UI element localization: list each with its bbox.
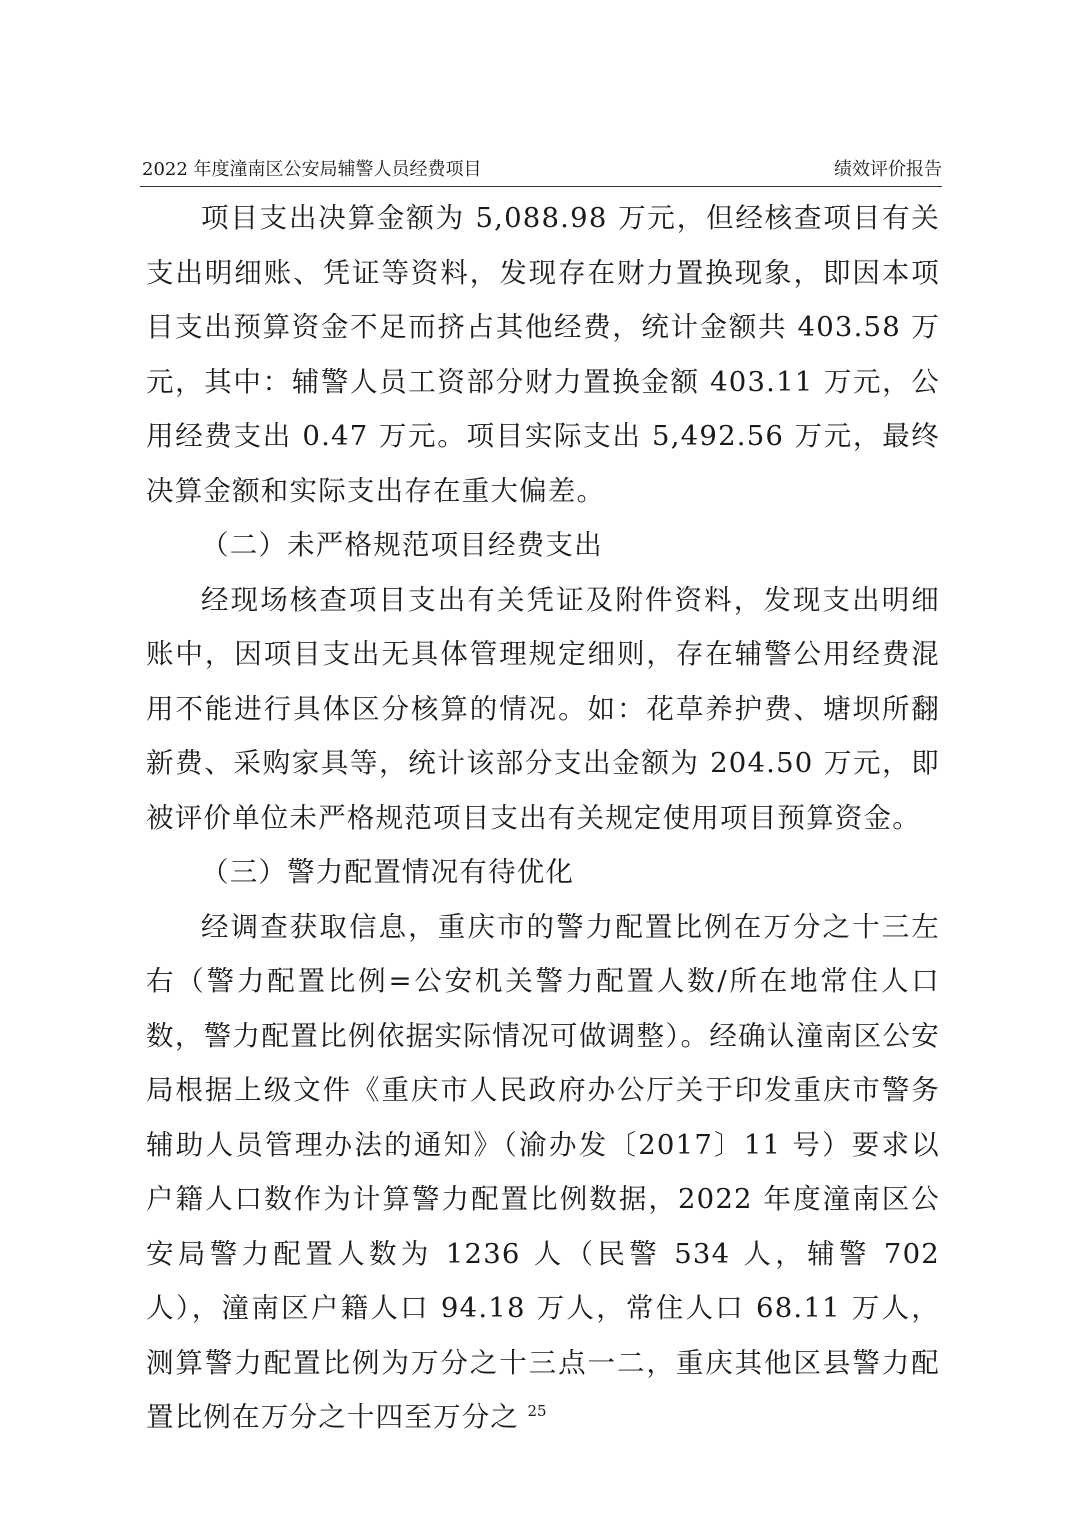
section-heading-3: （三）警力配置情况有待优化 <box>201 856 575 888</box>
page-header <box>140 156 942 187</box>
section-heading-2: （二）未严格规范项目经费支出 <box>201 529 603 561</box>
paragraph-expense-irregularity: 经现场核查项目支出有关凭证及附件资料，发现支出明细账中，因项目支出无具体管理规定细则，存在辅警公用经费混用不能进行具体区分核算的情况。如：花草养护费、塘坝所翻新费、采购家具等，统计该部分支出金额为 204.50 万元，即被评价单位未严格规范项目支出有关规定使用项目预算资金。 <box>146 583 940 834</box>
paragraph-police-allocation: 经调查获取信息，重庆市的警力配置比例在万分之十三左右（警力配置比例=公安机关警力配置人数/所在地常住人口数，警力配置比例依据实际情况可做调整）。经确认潼南区公安局根据上级文件《重庆市人民政府办公厅关于印发重庆市警务辅助人员管理办法的通知》（渝办发〔2017〕11 号）要求以户籍人口数作为计算警力配置比例数据，2022 年度潼南区公安局警力配置人数为 1236 人（民警 534 人，辅警 702 人），潼南区户籍人口 94.18 万人，常住人口 68.11 万人，测算警力配置比例为万分之十三点一二，重庆其他区县警力配置比例在万分之十四至万分之 <box>146 910 940 1433</box>
paragraph-budget-deviation: 项目支出决算金额为 5,088.98 万元，但经核查项目有关支出明细账、凭证等资料，发现存在财力置换现象，即因本项目支出预算资金不足而挤占其他经费，统计金额共 403.58 万元，其中：辅警人员工资部分财力置换金额 403.11 万元，公用经费支出 0.47 万元。项目实际支出 5,492.56 万元，最终决算金额和实际支出存在重大偏差。 <box>146 202 940 507</box>
body-text <box>146 191 940 1445</box>
header-project-title: 2022 年度潼南区公安局辅警人员经费项目 <box>142 159 482 180</box>
header-report-title: 绩效评价报告 <box>834 159 942 180</box>
page-number: 25 <box>527 1402 547 1420</box>
